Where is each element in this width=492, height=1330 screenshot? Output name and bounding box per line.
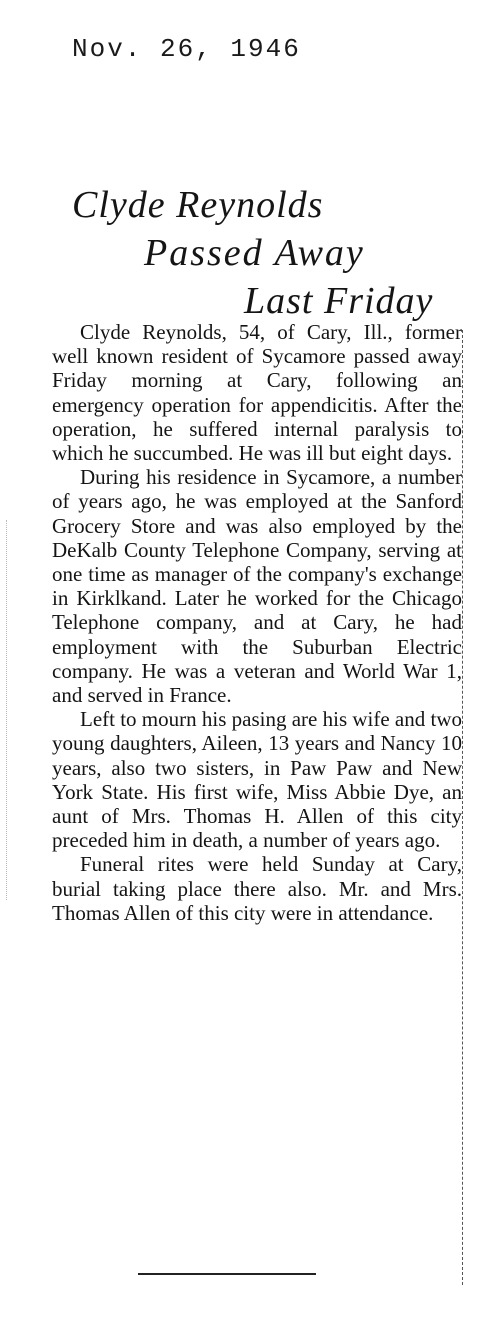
article-paragraph-1: Clyde Reynolds, 54, of Cary, Ill., former well known resident of Sycamore passed away Friday morning at Cary, following an emergency operation for appendicitis. After the operation, he suffered internal paralysis to which he succumbed. He was ill but eight days.: [52, 320, 462, 466]
newspaper-clipping: [52, 170, 468, 1310]
article-end-rule: [138, 1273, 316, 1275]
column-rule-right: [462, 330, 464, 1285]
article-paragraph-3: Left to mourn his pasing are his wife and two young daughters, Aileen, 13 years and Nancy 10 years, also two sisters, in Paw Paw and New York State. His first wife, Miss Abbie Dye, an aunt of Mrs. Thomas H. Allen of this city preceded him in death, a number of years ago.: [52, 707, 462, 853]
clipping-date: Nov. 26, 1946: [72, 34, 301, 64]
headline: [52, 170, 468, 320]
headline-line-2: Passed Away: [144, 232, 365, 274]
article-paragraph-2: During his residence in Sycamore, a number of years ago, he was employed at the Sanford Grocery Store and was also employed by the DeKalb County Telephone Company, serving at one time as manager of the company's exchange in Kirklkand. Later he worked for the Chicago Telephone company, and at Cary, he had employment with the Suburban Electric company. He was a veteran and World War 1, and served in France.: [52, 465, 462, 708]
article-paragraph-4: Funeral rites were held Sunday at Cary, burial taking place there also. Mr. and Mrs. Thomas Allen of this city were in attendance.: [52, 852, 462, 925]
headline-line-1: Clyde Reynolds: [72, 184, 324, 226]
column-rule-left: [6, 520, 8, 900]
headline-line-3: Last Friday: [244, 280, 434, 322]
article-body: [52, 320, 462, 925]
